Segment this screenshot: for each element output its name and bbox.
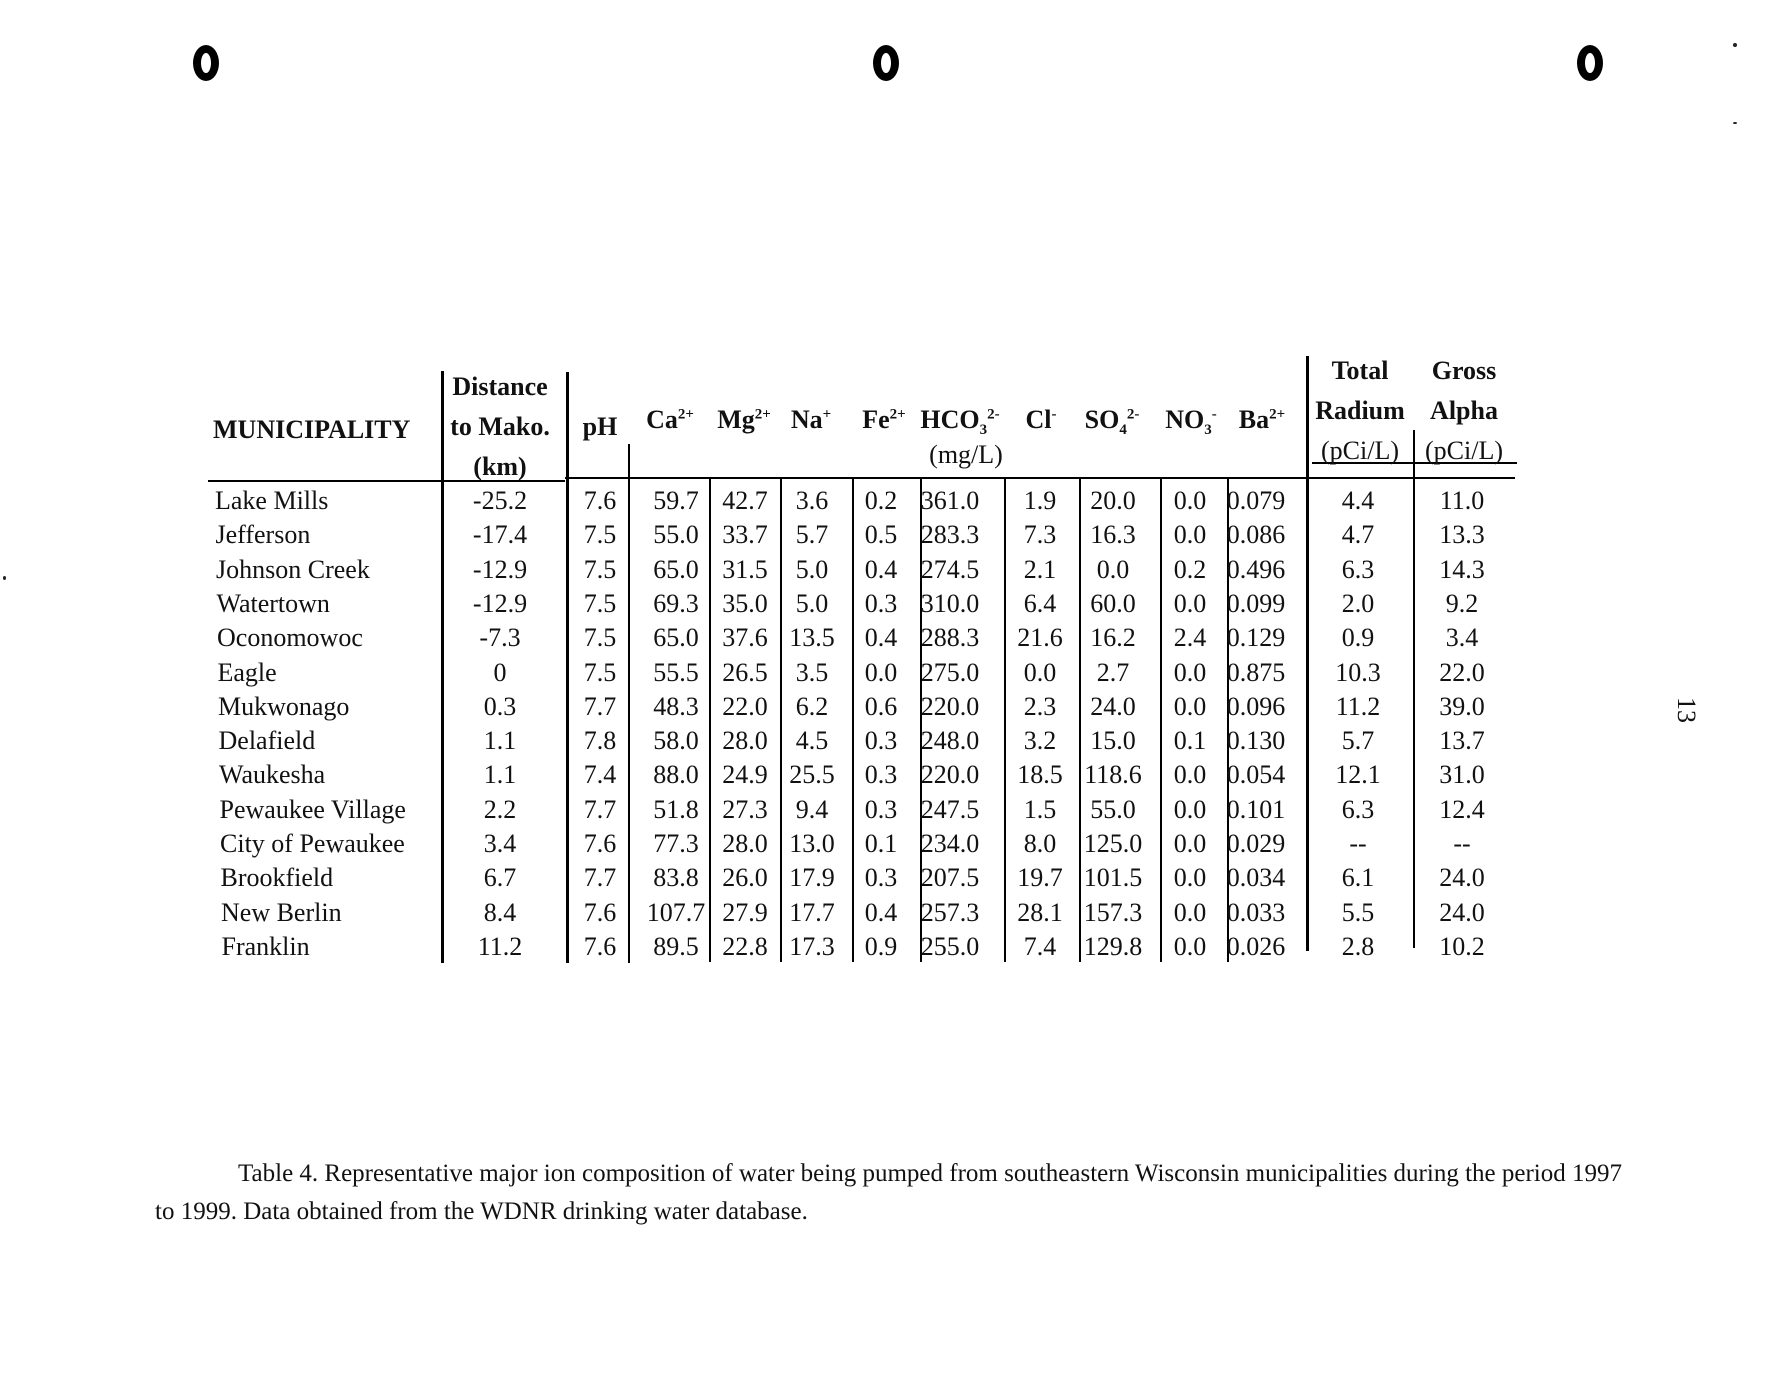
table-cell: 248.0 [920,726,980,756]
table-cell: 77.3 [653,829,699,858]
table-cell: 234.0 [920,829,980,858]
table-cell-municipality: Pewaukee Village [219,794,406,824]
table-cell: 2.0 [1341,588,1375,618]
table-cell: 7.6 [583,931,617,961]
table-cell: -12.9 [472,554,528,584]
table-cell: 0.2 [864,486,898,515]
header-ion [791,405,831,435]
table-cell: 0.0 [1173,863,1207,893]
ion-charge: - [1051,406,1057,423]
table-cell: 20.0 [1090,486,1136,515]
ion-charge: 2+ [677,406,694,423]
table-cell-municipality: Mukwonago [218,691,350,721]
column-rule-ba [1306,356,1309,951]
table-cell: 7.6 [583,897,617,927]
table-cell: 22.8 [722,931,768,961]
table-cell: 7.7 [583,863,617,893]
ion-charge: + [822,406,832,423]
table-cell: 0.3 [864,760,898,790]
table-cell: 8.4 [483,897,517,927]
table-cell: -25.2 [472,486,528,515]
column-rule [1160,478,1162,962]
table-cell: 24.0 [1439,897,1485,927]
ion-symbol: SO [1084,405,1120,434]
table-cell: 13.7 [1439,726,1485,756]
table-cell: 7.3 [1023,520,1057,550]
table-cell: 55.0 [653,520,699,550]
table-cell: 3.5 [795,657,829,687]
column-rule [1004,478,1006,962]
ion-symbol: Cl [1025,405,1052,434]
table-cell: 3.4 [1445,623,1479,653]
table-cell: 0.099 [1226,588,1286,618]
header-distance-line: Distance [452,372,548,401]
table-cell: 83.8 [653,863,699,893]
table-cell: 0.026 [1226,931,1286,961]
table-cell: 6.3 [1341,794,1375,824]
table-cell: 0.033 [1226,897,1286,927]
header-ion [1165,405,1217,439]
table-cell: 0.0 [1173,588,1207,618]
table-cell: 11.2 [1335,691,1381,721]
table-cell: 0.1 [1173,726,1207,756]
table-cell: 0.101 [1226,794,1286,824]
table-cell: 0.4 [864,897,898,927]
table-cell: 37.6 [722,623,768,653]
table-cell: -- [1453,829,1471,858]
table-cell-municipality: Franklin [221,931,310,961]
table-cell: 0.034 [1226,863,1286,893]
table-cell: 0.0 [1096,554,1130,584]
table-cell: 7.5 [583,554,617,584]
table-cell-municipality: New Berlin [221,897,342,927]
header-municipality: MUNICIPALITY [213,415,411,444]
ion-symbol: NO [1165,405,1205,434]
table-cell: 274.5 [920,554,980,584]
table-cell: 0.1 [864,829,898,858]
table-cell: -- [1349,829,1367,858]
table-cell: 55.0 [1090,794,1136,824]
table-cell: 8.0 [1023,829,1057,858]
table-cell: 7.4 [1023,931,1057,961]
table-cell: 6.2 [795,691,829,721]
header-ion [862,405,905,435]
ion-symbol: Fe [862,405,890,434]
table-cell: 11.0 [1439,486,1485,515]
table-cell: 5.7 [795,520,829,550]
table-cell: 0.9 [864,931,898,961]
table-cell: 60.0 [1090,588,1136,618]
table-cell: 7.5 [583,520,617,550]
table-cell-municipality: Eagle [217,657,277,687]
ion-symbol: Na [790,405,823,434]
table-cell: 0.3 [864,588,898,618]
table-cell: 26.5 [722,657,768,687]
ion-charge: 2+ [754,406,771,423]
header-radium-line: (pCi/L) [1321,436,1399,465]
table-cell: 0.2 [1173,554,1207,584]
header-distance-line: to Mako. [450,412,550,441]
table-caption: Table 4. Representative major ion composition of water being pumped from southeastern Wisconsin municipalities during the period 1997 to 1999. Data obtained from the WDNR drinking water database. [155,1160,1622,1225]
table-cell-municipality: Oconomowoc [217,623,363,653]
table-cell: 51.8 [653,794,699,824]
table-cell: 17.7 [789,897,835,927]
table-cell: 31.0 [1439,760,1485,790]
table-cell: 361.0 [920,486,980,515]
table-cell: 247.5 [920,794,980,824]
table-cell: 7.6 [583,486,617,515]
table-cell: 0.5 [864,520,898,550]
table-cell: 0.130 [1226,726,1286,756]
header-ph: pH [582,412,618,441]
table-cell: 0.3 [864,794,898,824]
table-cell-municipality: Delafield [218,726,316,756]
table-cell: 4.4 [1341,486,1375,515]
table-cell: 2.3 [1023,691,1057,721]
column-rule [852,478,854,962]
table-cell: 0.3 [864,726,898,756]
table-cell: -12.9 [472,588,528,618]
table-cell: 0 [493,657,507,687]
table-cell: 0.0 [1173,691,1207,721]
table-cell-municipality: City of Pewaukee [220,829,405,858]
header-radium-line: Radium [1315,396,1405,425]
table-cell: 33.7 [722,520,768,550]
table-cell: 22.0 [722,691,768,721]
table-cell: 6.3 [1341,554,1375,584]
column-rule [1079,478,1081,962]
table-cell: 35.0 [722,588,768,618]
table-cell: 18.5 [1017,760,1063,790]
table-cell: 275.0 [920,657,980,687]
ion-charge: - [1211,406,1217,423]
table-cell: 6.7 [483,863,517,893]
header-ion-unit: (mg/L) [929,440,1003,469]
table-cell: 28.0 [722,726,768,756]
table-cell: 0.079 [1226,486,1286,515]
ion-charge: 2- [987,406,1000,423]
ion-charge: 2- [1126,406,1140,423]
table-cell: 0.0 [1173,794,1207,824]
table-cell: 0.0 [1173,897,1207,927]
table-cell-municipality: Jefferson [215,520,311,550]
table-cell: 0.0 [1173,486,1207,515]
ion-charge: 2+ [889,406,906,423]
table-cell-municipality: Brookfield [220,863,334,893]
table-cell: 0.0 [1173,657,1207,687]
header-ion [1085,405,1140,439]
table-cell: -7.3 [479,623,521,653]
table-cell: 24.9 [722,760,768,790]
table-cell: 28.0 [722,829,768,858]
table-cell: 0.0 [864,657,898,687]
header-alpha-line: Alpha [1430,396,1498,425]
table-cell: 0.4 [864,554,898,584]
table-cell: 1.1 [483,760,517,790]
table-cell: 11.2 [477,931,523,961]
table-cell: 9.2 [1445,588,1479,618]
table-cell: -17.4 [472,520,528,550]
table-cell: 0.0 [1023,657,1057,687]
table-cell: 0.096 [1226,691,1286,721]
header-ion [1239,405,1285,435]
header-ion [920,405,999,439]
table-cell: 0.029 [1226,829,1286,858]
table-cell: 10.2 [1439,931,1485,961]
table-cell: 0.0 [1173,931,1207,961]
table-cell: 220.0 [920,760,980,790]
table-cell-municipality: Johnson Creek [216,554,370,584]
header-ion [646,405,694,435]
table-cell-municipality: Lake Mills [215,486,329,515]
table-cell: 2.1 [1023,554,1057,584]
table-cell: 125.0 [1083,829,1143,858]
table-cell: 9.4 [795,794,829,824]
table-cell: 17.9 [789,863,835,893]
table-cell: 7.5 [583,657,617,687]
table-cell: 0.3 [483,691,517,721]
table-cell: 288.3 [920,623,980,653]
column-rule-ph [566,372,569,963]
table-cell: 12.1 [1335,760,1381,790]
table-cell: 89.5 [653,931,699,961]
table-cell: 19.7 [1017,863,1063,893]
table-cell: 118.6 [1084,760,1142,790]
page-number: 13 [1672,697,1701,723]
table-cell: 7.7 [583,691,617,721]
table-cell: 17.3 [789,931,835,961]
table-cell: 3.6 [795,486,829,515]
ion-symbol: Ca [646,405,678,434]
header-rule [565,477,1515,479]
table-cell: 2.4 [1173,623,1207,653]
table-cell: 42.7 [722,486,768,515]
table-cell: 48.3 [653,691,699,721]
column-rule-ca [628,444,630,963]
table-cell: 283.3 [920,520,980,550]
table-cell: 24.0 [1439,863,1485,893]
table-cell: 0.0 [1173,829,1207,858]
table-cell: 27.9 [722,897,768,927]
table-cell: 310.0 [920,588,980,618]
table-cell: 65.0 [653,623,699,653]
ion-symbol: Mg [717,405,755,434]
header-alpha-line: (pCi/L) [1425,436,1503,465]
column-rule [709,478,711,962]
table-cell: 0.6 [864,691,898,721]
table-cell: 2.2 [483,794,517,824]
table-cell: 3.4 [483,829,517,858]
ion-symbol: Ba [1238,405,1270,434]
table-cell: 22.0 [1439,657,1485,687]
table-cell: 13.5 [789,623,835,653]
table-cell: 69.3 [653,588,699,618]
table-cell: 4.5 [795,726,829,756]
table-cell: 13.3 [1439,520,1485,550]
table-cell: 28.1 [1017,897,1063,927]
ion-symbol: HCO [920,405,980,434]
header-ion [717,405,771,435]
table-cell: 207.5 [920,863,980,893]
table-cell: 12.4 [1439,794,1485,824]
table-cell: 5.5 [1341,897,1375,927]
table-cell: 6.4 [1023,588,1057,618]
table-cell: 0.496 [1226,554,1286,584]
header-alpha-line: Gross [1431,356,1497,385]
table-cell: 3.2 [1023,726,1057,756]
table-cell: 13.0 [789,829,835,858]
table-cell: 0.3 [864,863,898,893]
header-ion [1026,405,1057,435]
table-cell: 25.5 [789,760,835,790]
table-cell: 5.0 [795,588,829,618]
table-cell: 5.0 [795,554,829,584]
table-cell: 255.0 [920,931,980,961]
table-cell: 0.0 [1173,760,1207,790]
table-cell: 7.4 [583,760,617,790]
table-cell: 7.5 [583,623,617,653]
table-cell: 107.7 [646,897,706,927]
table-cell: 88.0 [653,760,699,790]
table-cell: 257.3 [920,897,980,927]
table-cell: 55.5 [653,657,699,687]
table-cell: 220.0 [920,691,980,721]
table-cell: 16.2 [1090,623,1136,653]
table-cell: 0.0 [1173,520,1207,550]
table-cell-municipality: Watertown [216,588,330,618]
table-cell: 7.6 [583,829,617,858]
column-rule [780,478,782,962]
table-cell: 2.8 [1341,931,1375,961]
ion-subscript: 4 [1119,422,1127,439]
column-rule-radium [1413,430,1415,948]
table-cell: 0.054 [1226,760,1286,790]
table-cell: 1.5 [1023,794,1057,824]
table-cell: 1.1 [483,726,517,756]
table-cell: 10.3 [1335,657,1381,687]
table-cell: 4.7 [1341,520,1375,550]
table-cell: 7.8 [583,726,617,756]
table-cell: 59.7 [653,486,699,515]
table-cell: 21.6 [1017,623,1063,653]
table-cell: 31.5 [722,554,768,584]
ion-subscript: 3 [979,422,988,439]
table-cell: 2.7 [1096,657,1130,687]
table-cell-municipality: Waukesha [219,760,326,790]
header-radium-line: Total [1331,356,1389,385]
table-cell: 16.3 [1090,520,1136,550]
ion-charge: 2+ [1269,406,1286,423]
column-rule-distance [441,371,444,963]
table-cell: 27.3 [722,794,768,824]
table-cell: 15.0 [1090,726,1136,756]
ion-subscript: 3 [1204,422,1212,439]
table-cell: 0.9 [1341,623,1375,653]
table-cell: 39.0 [1439,691,1485,721]
table-cell: 0.875 [1226,657,1286,687]
table-cell: 0.4 [864,623,898,653]
table-cell: 24.0 [1090,691,1136,721]
table-cell: 7.5 [583,588,617,618]
table-cell: 14.3 [1439,554,1485,584]
table-cell: 58.0 [653,726,699,756]
table-cell: 5.7 [1341,726,1375,756]
table-cell: 0.129 [1226,623,1286,653]
header-distance-line: (km) [473,452,527,481]
table-cell: 7.7 [583,794,617,824]
table-cell: 1.9 [1023,486,1057,515]
table-cell: 129.8 [1083,931,1143,961]
table-cell: 157.3 [1083,897,1143,927]
table-cell: 101.5 [1083,863,1143,893]
table-cell: 0.086 [1226,520,1286,550]
table-cell: 65.0 [653,554,699,584]
table-cell: 26.0 [722,863,768,893]
table-cell: 6.1 [1341,863,1375,893]
